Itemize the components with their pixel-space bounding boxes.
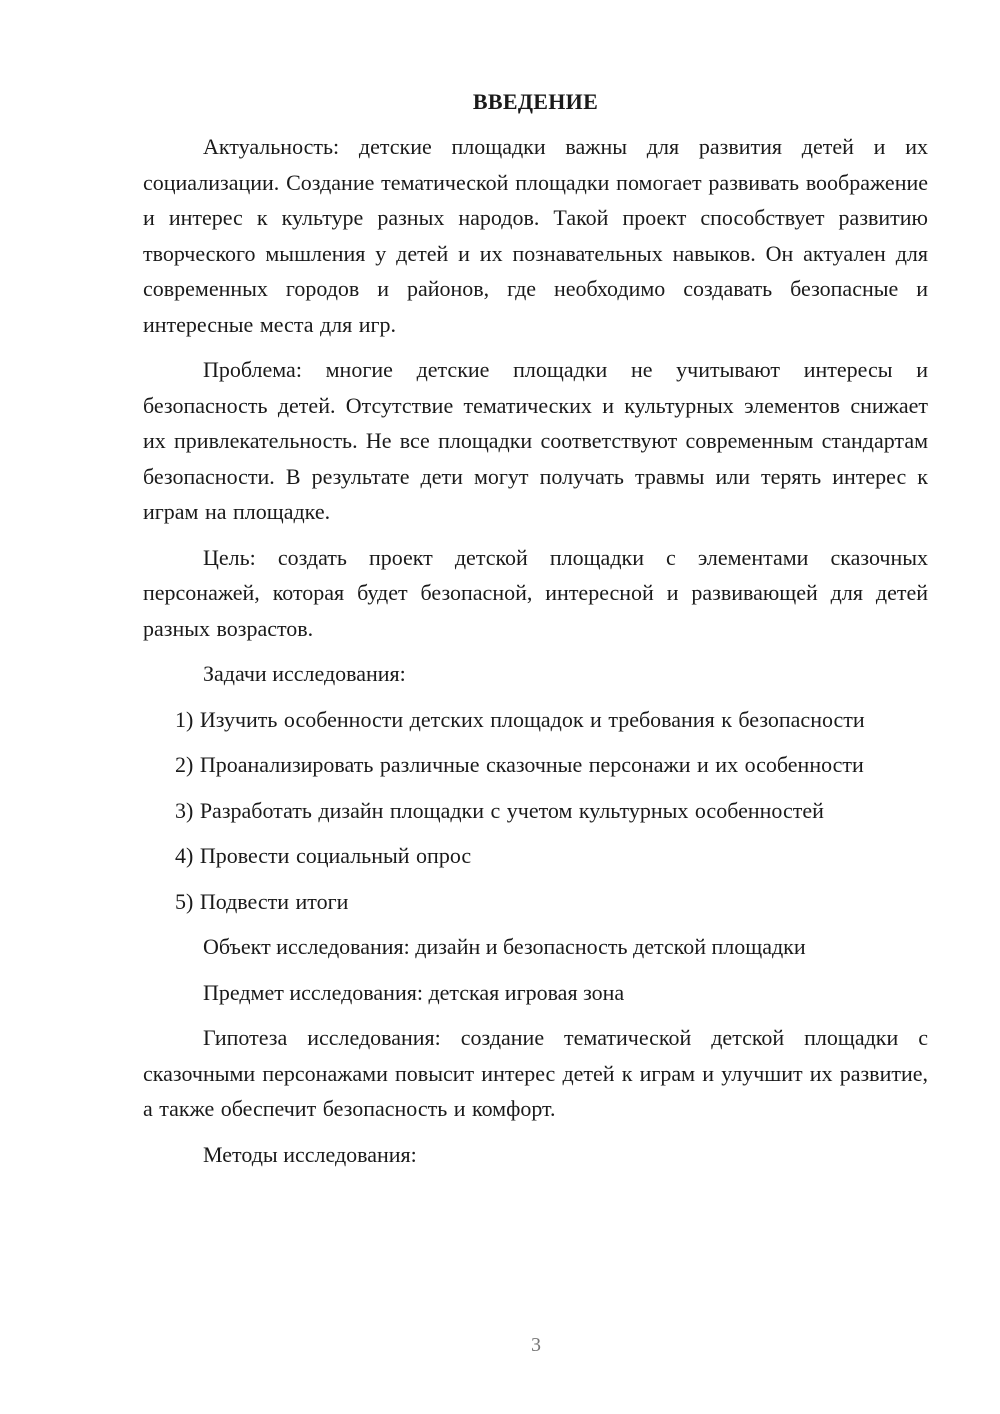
goal-paragraph: Цель: создать проект детской площадки с элементами сказочных персонажей, которая будет безопасной, интересной и развивающей для детей разных возрастов. — [143, 544, 928, 641]
relevance-paragraph: Актуальность: детские площадки важны для развития детей и их социализации. Создание тематической площадки помогает развивать воображение и интерес к культуре разных народов. Такой проект способствует развитию творческого мышления у детей и их познавательных навыков. Он актуален для современных городов и районов, где необходимо создавать безопасные и интересные места для игр. — [143, 134, 928, 337]
task-item-2: 2) Проанализировать различные сказочные персонажи и их особенности — [175, 752, 864, 777]
task-item-5: 5) Подвести итоги — [175, 888, 349, 914]
research-object: Объект исследования: дизайн и безопасность детской площадки — [203, 934, 806, 959]
section-heading: ВВЕДЕНИЕ — [472, 89, 599, 114]
document-page — [143, 88, 928, 1182]
methods-title: Методы исследования: — [203, 1141, 417, 1167]
page-number: 3 — [531, 1334, 541, 1356]
hypothesis-paragraph: Гипотеза исследования: создание тематической детской площадки с сказочными персонажами повысит интерес детей к играм и улучшит их развитие, а также обеспечит безопасность и комфорт. — [143, 1025, 928, 1121]
research-subject: Предмет исследования: детская игровая зона — [203, 979, 625, 1005]
task-item-3: 3) Разработать дизайн площадки с учетом культурных особенностей — [175, 797, 824, 823]
tasks-title: Задачи исследования: — [203, 661, 406, 686]
task-item-4: 4) Провести социальный опрос — [175, 843, 472, 868]
task-item-1: 1) Изучить особенности детских площадок и требования к безопасности — [175, 706, 865, 732]
problem-paragraph: Проблема: многие детские площадки не учитывают интересы и безопасность детей. Отсутствие тематических и культурных элементов снижает их привлекательность. Не все площадки соответствуют современным стандартам безопасности. В результате дети могут получать травмы или терять интерес к играм на площадке. — [143, 357, 928, 524]
